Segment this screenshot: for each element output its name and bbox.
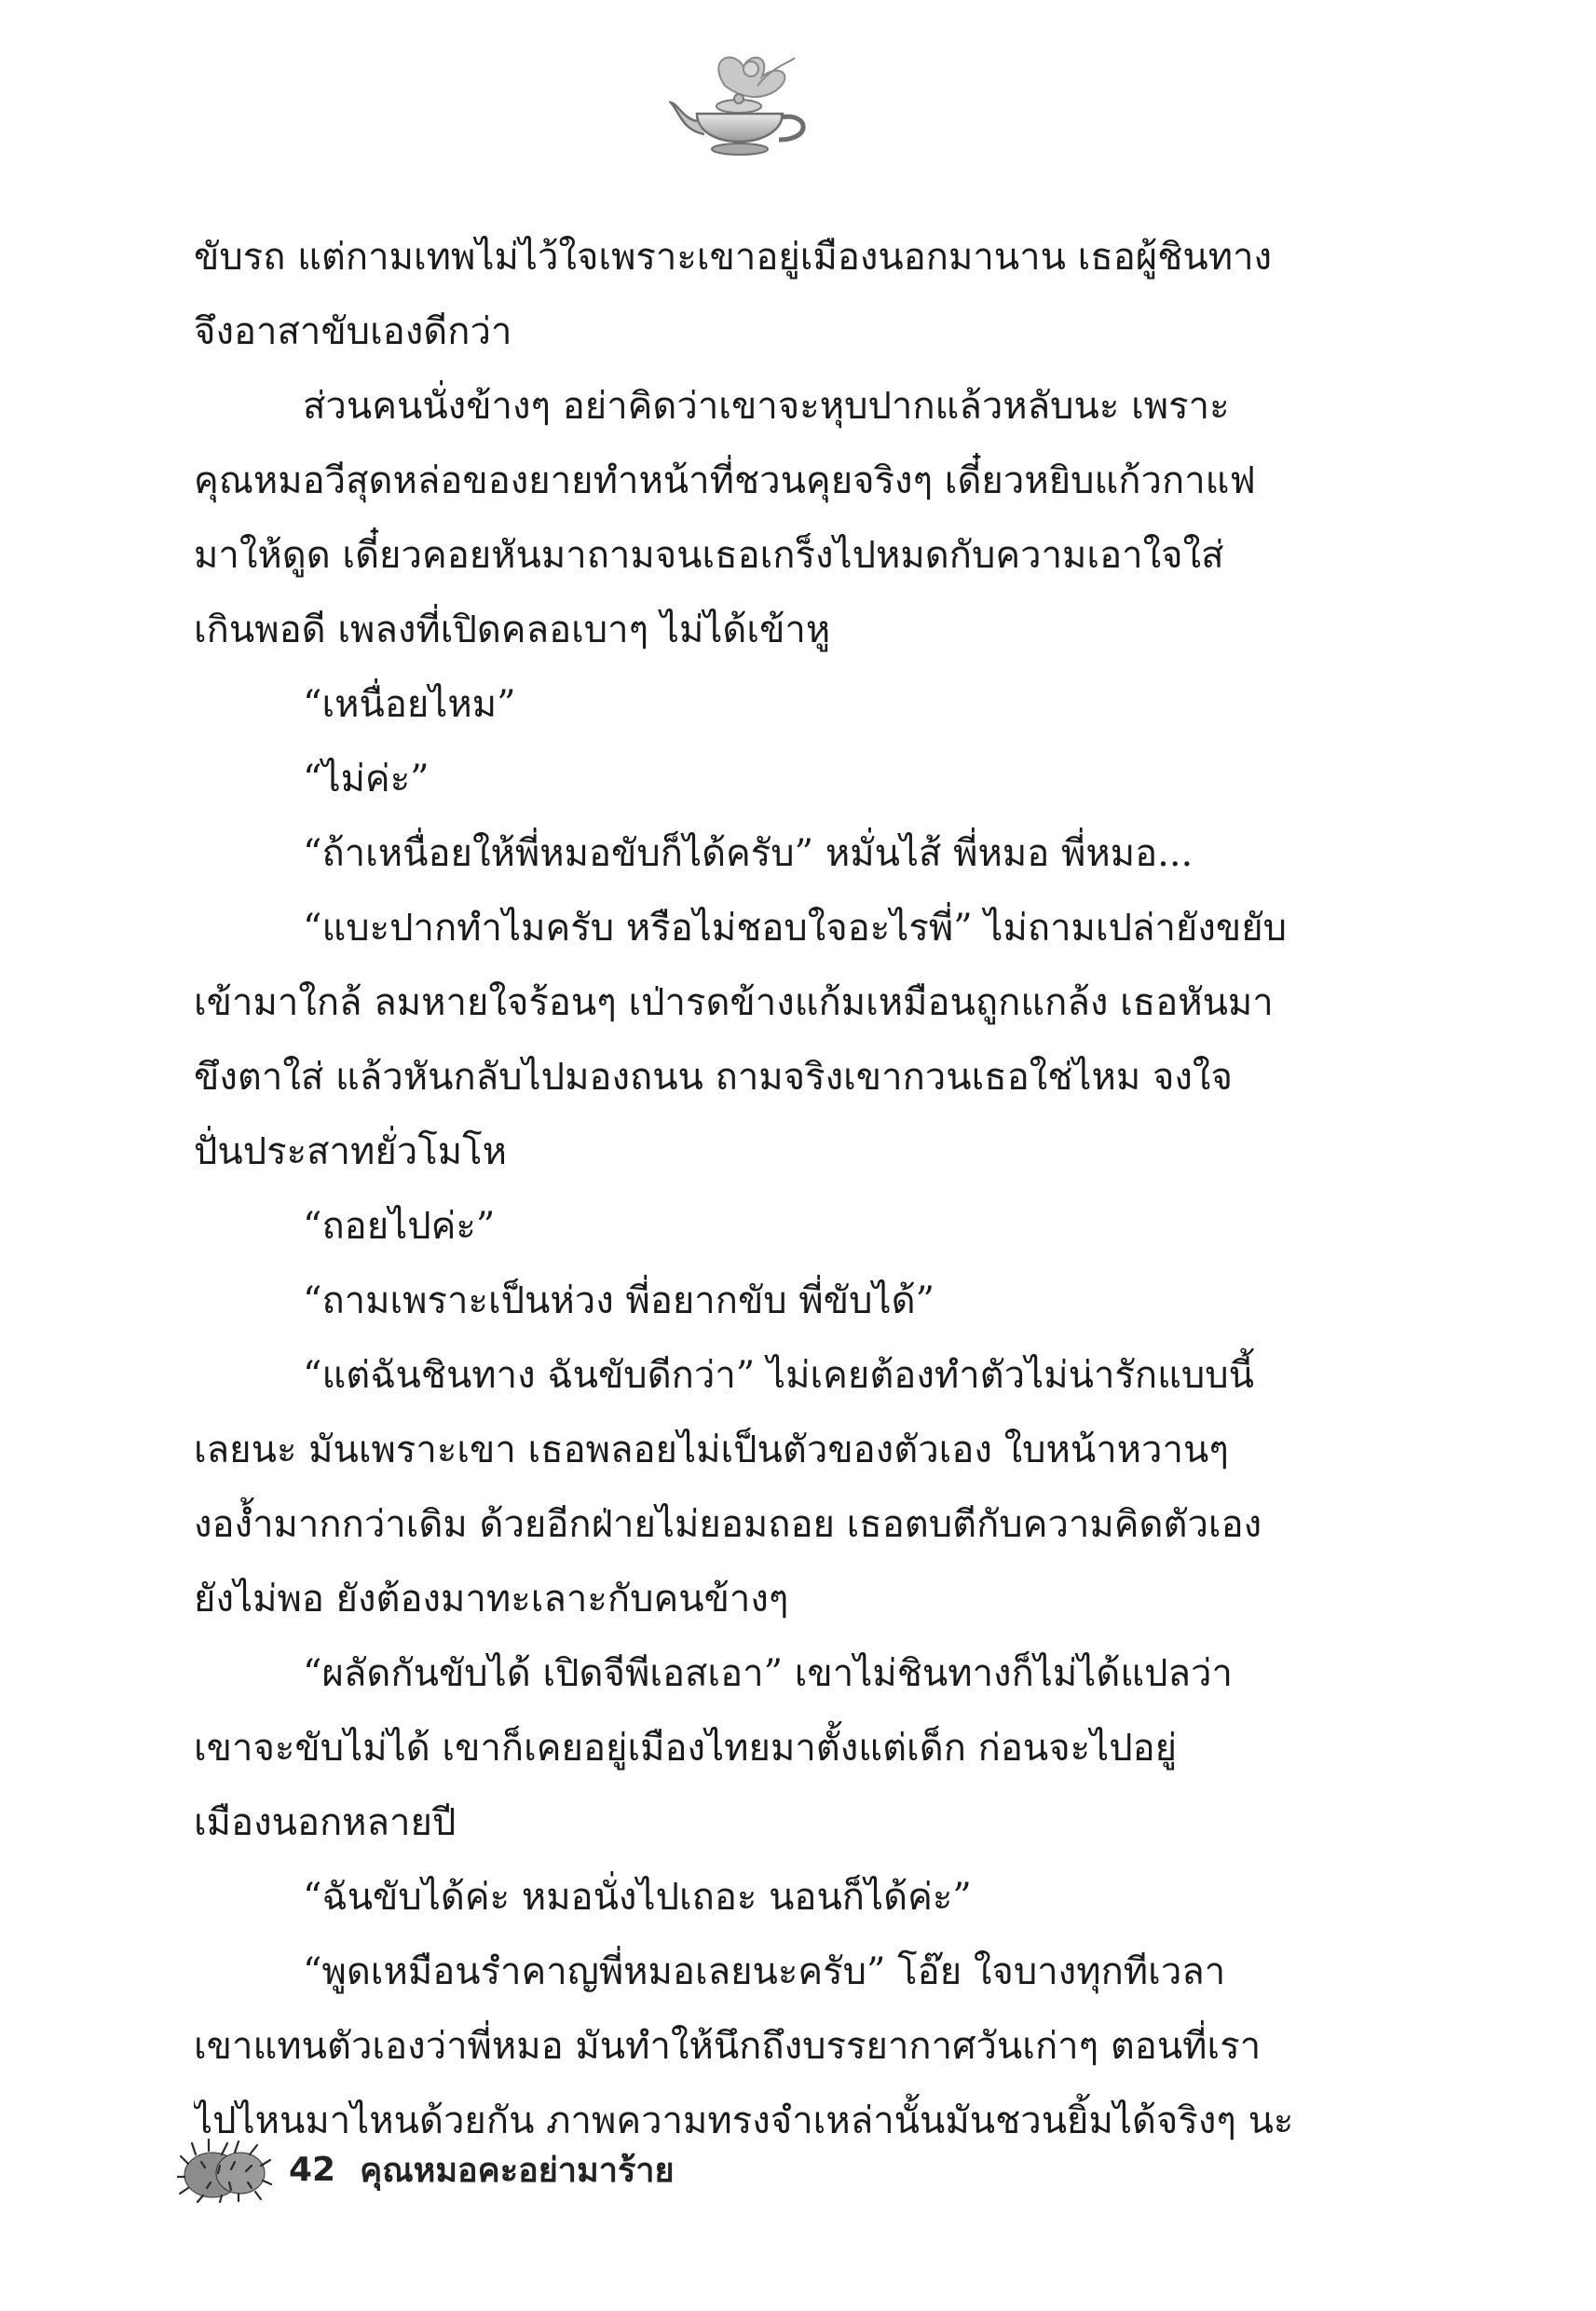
dialogue-line: “ฉันขับได้ค่ะ หมอนั่งไปเถอะ นอนก็ได้ค่ะ” [303,1876,972,1919]
text-line: เลยนะ มันเพราะเขา เธอพลอยไม่เป็นตัวของตัวเอง ใบหน้าหวานๆ [194,1429,1229,1471]
page-footer [177,2132,675,2207]
dialogue-line: “ถอยไปค่ะ” [303,1205,496,1248]
page-number: 42 [289,2150,336,2189]
text-line: มาให้ดูด เดี๋ยวคอยหันมาถามจนเธอเกร็งไปหมดกับความเอาใจใส่ [194,534,1224,577]
durian-icon [177,2136,272,2203]
text-line: ขับรถ แต่กามเทพไม่ไว้ใจเพราะเขาอยู่เมืองนอกมานาน เธอผู้ชินทาง [194,236,1273,279]
text-line: ปั่นประสาทยั่วโมโห [194,1130,507,1173]
text-line: จึงอาสาขับเองดีกว่า [194,310,512,353]
text-line: ขึงตาใส่ แล้วหันกลับไปมองถนน ถามจริงเขากวนเธอใช่ไหม จงใจ [194,1056,1233,1099]
text-line: เข้ามาใกล้ ลมหายใจร้อนๆ เป่ารดข้างแก้มเหมือนถูกแกล้ง เธอหันมา [194,981,1274,1024]
dialogue-line: “พูดเหมือนรำคาญพี่หมอเลยนะครับ” โอ๊ย ใจบางทุกทีเวลา [303,1950,1226,1993]
text-line: ไปไหนมาไหนด้วยกัน ภาพความทรงจำเหล่านั้นมันชวนยิ้มได้จริงๆ นะ [194,2099,1294,2142]
text-line: คุณหมอวีสุดหล่อของยายทำหน้าที่ชวนคุยจริงๆ เดี๋ยวหยิบแก้วกาแฟ [194,459,1256,502]
text-line: ยังไม่พอ ยังต้องมาทะเลาะกับคนข้างๆ [194,1578,789,1620]
text-line: ส่วนคนนั่งข้างๆ อย่าคิดว่าเขาจะหุบปากแล้วหลับนะ เพราะ [303,385,1230,428]
dialogue-line: “ผลัดกันขับได้ เปิดจีพีเอสเอา” เขาไม่ชินทางก็ไม่ได้แปลว่า [303,1652,1233,1695]
dialogue-line: “ไม่ค่ะ” [303,758,430,800]
dialogue-line: “แต่ฉันชินทาง ฉันขับดีกว่า” ไม่เคยต้องทำตัวไม่น่ารักแบบนี้ [303,1354,1255,1397]
text-line: เมืองนอกหลายปี [194,1801,457,1844]
text-line: เกินพอดี เพลงที่เปิดคลอเบาๆ ไม่ได้เข้าหู [194,609,831,651]
text-line: งองํ้ามากกว่าเดิม ด้วยอีกฝ่ายไม่ยอมถอย เธอตบตีกับความคิดตัวเอง [194,1503,1262,1546]
text-line: เขาแทนตัวเองว่าพี่หมอ มันทำให้นึกถึงบรรยากาศวันเก่าๆ ตอนที่เรา [194,2025,1262,2068]
book-title: คุณหมอคะอย่ามาร้าย [360,2151,675,2190]
text-line: เขาจะขับไม่ได้ เขาก็เคยอยู่เมืองไทยมาตั้งแต่เด็ก ก่อนจะไปอยู่ [194,1727,1178,1770]
dialogue-line: “ถามเพราะเป็นห่วง พี่อยากขับ พี่ขับได้” [303,1279,935,1322]
teapot-angel-icon [669,48,827,174]
dialogue-line: “เหนื่อยไหม” [303,683,516,726]
body-text [194,220,1332,2158]
dialogue-line: “ถ้าเหนื่อยให้พี่หมอขับก็ได้ครับ” หมั่นไส้ พี่หมอ พี่หมอ... [303,832,1194,875]
dialogue-line: “แบะปากทำไมครับ หรือไม่ชอบใจอะไรพี่” ไม่ถามเปล่ายังขยับ [303,907,1288,950]
